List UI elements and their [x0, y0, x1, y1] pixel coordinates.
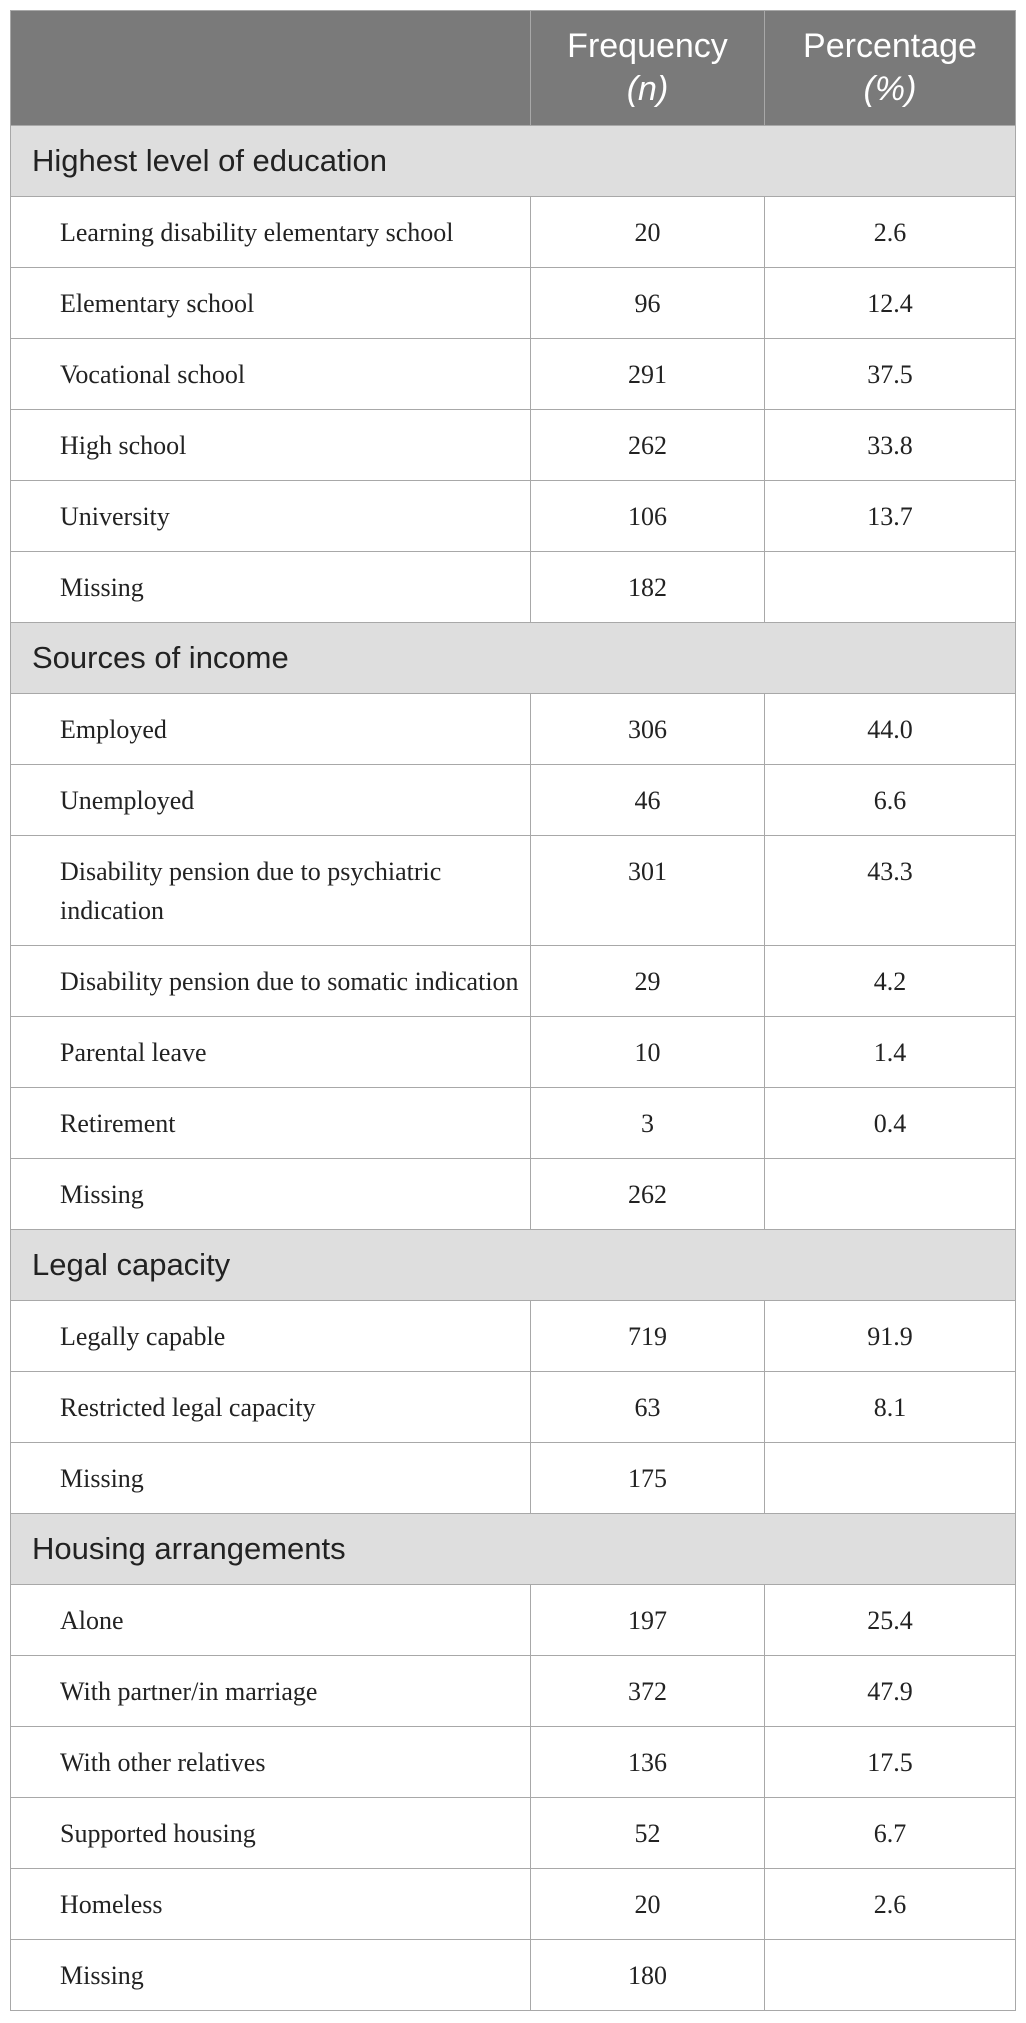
- row-frequency: 197: [531, 1585, 765, 1656]
- row-percentage: 0.4: [765, 1088, 1016, 1159]
- row-frequency: 301: [531, 836, 765, 946]
- row-percentage: 44.0: [765, 694, 1016, 765]
- table-row: [11, 552, 1016, 623]
- row-frequency: 52: [531, 1798, 765, 1869]
- row-label: Disability pension due to psychiatric indication: [11, 836, 531, 946]
- header-frequency: [531, 11, 765, 126]
- row-label: Missing: [11, 552, 531, 623]
- section-title: Legal capacity: [11, 1230, 1016, 1301]
- row-percentage: 37.5: [765, 339, 1016, 410]
- table-row: [11, 1585, 1016, 1656]
- row-frequency: 20: [531, 197, 765, 268]
- row-label: Parental leave: [11, 1017, 531, 1088]
- table-row: [11, 1727, 1016, 1798]
- row-label: Missing: [11, 1159, 531, 1230]
- row-label: Missing: [11, 1443, 531, 1514]
- header-percentage: [765, 11, 1016, 126]
- row-frequency: 291: [531, 339, 765, 410]
- table-row: [11, 765, 1016, 836]
- row-frequency: 306: [531, 694, 765, 765]
- row-label: Elementary school: [11, 268, 531, 339]
- row-label: With partner/in marriage: [11, 1656, 531, 1727]
- row-label: Employed: [11, 694, 531, 765]
- table-row: [11, 268, 1016, 339]
- row-percentage: 6.6: [765, 765, 1016, 836]
- row-label: Vocational school: [11, 339, 531, 410]
- row-percentage: 2.6: [765, 1869, 1016, 1940]
- row-label: Unemployed: [11, 765, 531, 836]
- row-label: Legally capable: [11, 1301, 531, 1372]
- header-label-cell: [11, 11, 531, 126]
- table-row: [11, 694, 1016, 765]
- row-label: Homeless: [11, 1869, 531, 1940]
- header-percentage-unit: (%): [863, 70, 917, 108]
- table-row: [11, 1869, 1016, 1940]
- table-row: [11, 197, 1016, 268]
- row-percentage: 4.2: [765, 946, 1016, 1017]
- table-row: [11, 946, 1016, 1017]
- row-percentage: 17.5: [765, 1727, 1016, 1798]
- row-percentage: 43.3: [765, 836, 1016, 946]
- row-percentage: 13.7: [765, 481, 1016, 552]
- row-label: Alone: [11, 1585, 531, 1656]
- row-frequency: 372: [531, 1656, 765, 1727]
- row-percentage: [765, 552, 1016, 623]
- row-frequency: 180: [531, 1940, 765, 2011]
- row-frequency: 46: [531, 765, 765, 836]
- row-frequency: 136: [531, 1727, 765, 1798]
- table-row: [11, 339, 1016, 410]
- row-label: University: [11, 481, 531, 552]
- table-row: [11, 1017, 1016, 1088]
- row-frequency: 3: [531, 1088, 765, 1159]
- row-label: Supported housing: [11, 1798, 531, 1869]
- row-frequency: 175: [531, 1443, 765, 1514]
- section-title: Highest level of education: [11, 126, 1016, 197]
- row-frequency: 182: [531, 552, 765, 623]
- table-row: [11, 1159, 1016, 1230]
- row-frequency: 96: [531, 268, 765, 339]
- table-row: [11, 1798, 1016, 1869]
- table-body: [11, 126, 1016, 2011]
- row-frequency: 10: [531, 1017, 765, 1088]
- row-frequency: 29: [531, 946, 765, 1017]
- row-label: Learning disability elementary school: [11, 197, 531, 268]
- section-title: Housing arrangements: [11, 1514, 1016, 1585]
- header-frequency-unit: (n): [626, 70, 669, 108]
- table-row: [11, 481, 1016, 552]
- row-frequency: 63: [531, 1372, 765, 1443]
- row-frequency: 262: [531, 1159, 765, 1230]
- row-frequency: 20: [531, 1869, 765, 1940]
- table-row: [11, 1301, 1016, 1372]
- section-row: [11, 1230, 1016, 1301]
- table-row: [11, 1656, 1016, 1727]
- row-percentage: 91.9: [765, 1301, 1016, 1372]
- row-frequency: 262: [531, 410, 765, 481]
- row-percentage: [765, 1443, 1016, 1514]
- table-row: [11, 1372, 1016, 1443]
- table-row: [11, 1088, 1016, 1159]
- section-row: [11, 623, 1016, 694]
- table-row: [11, 1443, 1016, 1514]
- table-container: [10, 10, 1015, 2011]
- row-label: Missing: [11, 1940, 531, 2011]
- row-frequency: 106: [531, 481, 765, 552]
- header-frequency-label: Frequency: [567, 27, 728, 65]
- header-percentage-label: Percentage: [803, 27, 977, 65]
- header-row: [11, 11, 1016, 126]
- table-row: [11, 1940, 1016, 2011]
- row-label: Restricted legal capacity: [11, 1372, 531, 1443]
- row-percentage: 25.4: [765, 1585, 1016, 1656]
- row-percentage: 6.7: [765, 1798, 1016, 1869]
- section-row: [11, 126, 1016, 197]
- row-percentage: 33.8: [765, 410, 1016, 481]
- table-row: [11, 836, 1016, 946]
- row-percentage: 2.6: [765, 197, 1016, 268]
- row-frequency: 719: [531, 1301, 765, 1372]
- row-percentage: 1.4: [765, 1017, 1016, 1088]
- table-row: [11, 410, 1016, 481]
- table-header: [11, 11, 1016, 126]
- row-label: With other relatives: [11, 1727, 531, 1798]
- row-percentage: 8.1: [765, 1372, 1016, 1443]
- demographics-table: [10, 10, 1016, 2011]
- section-row: [11, 1514, 1016, 1585]
- row-percentage: 47.9: [765, 1656, 1016, 1727]
- row-label: Disability pension due to somatic indication: [11, 946, 531, 1017]
- row-label: High school: [11, 410, 531, 481]
- row-percentage: [765, 1159, 1016, 1230]
- section-title: Sources of income: [11, 623, 1016, 694]
- row-percentage: [765, 1940, 1016, 2011]
- row-label: Retirement: [11, 1088, 531, 1159]
- row-percentage: 12.4: [765, 268, 1016, 339]
